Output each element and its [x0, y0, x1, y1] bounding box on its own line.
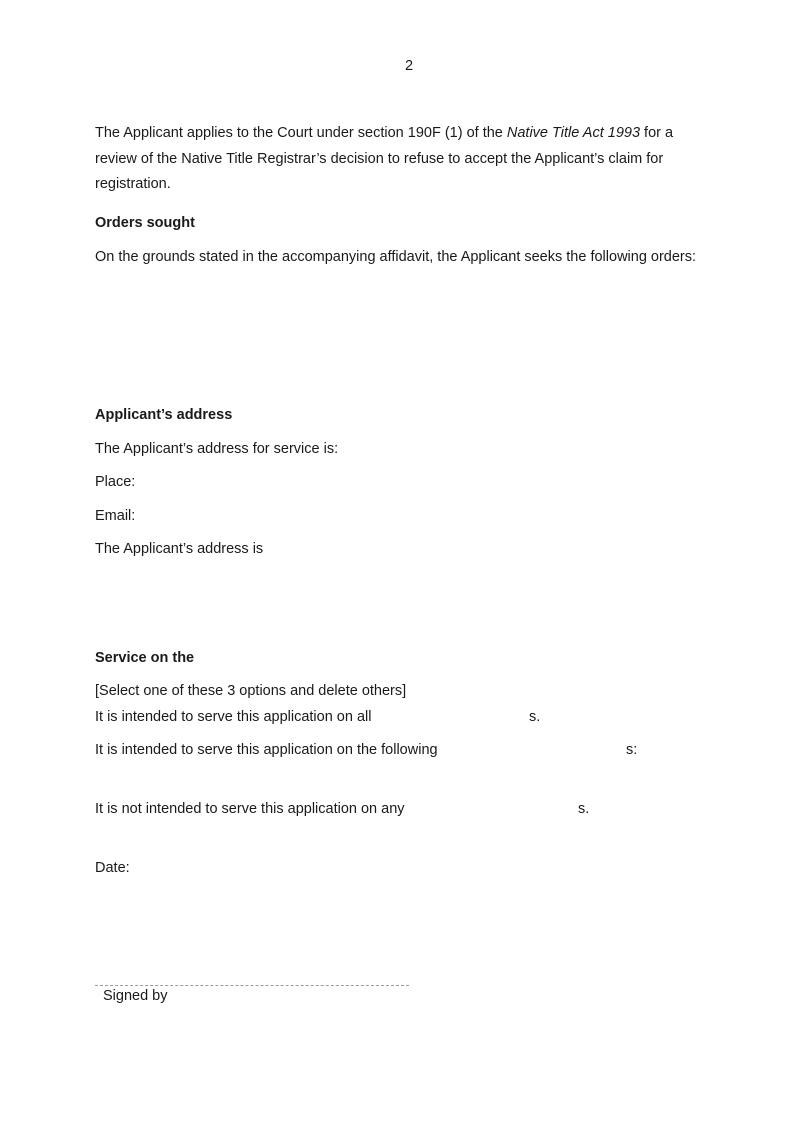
date-label: Date: — [95, 860, 130, 876]
service-option-following-suffix: s: — [626, 742, 638, 758]
service-option-all: It is intended to serve this application on all — [95, 709, 372, 725]
intro-paragraph — [95, 121, 715, 198]
signature-line — [95, 985, 409, 986]
intro-text-before: The Applicant applies to the Court under section 190F (1) of the — [95, 125, 507, 141]
service-option-all-suffix: s. — [529, 709, 541, 725]
address-for-service-text: The Applicant’s address for service is: — [95, 441, 339, 457]
place-label: Place: — [95, 474, 136, 490]
email-label: Email: — [95, 508, 136, 524]
service-option-following: It is intended to serve this application on the following — [95, 742, 438, 758]
signed-by-label: Signed by — [103, 988, 168, 1004]
service-instruction: [Select one of these 3 options and delete others] — [95, 683, 407, 699]
page-number: 2 — [404, 58, 414, 74]
act-name: Native Title Act 1993 — [506, 125, 641, 141]
intro-text-after: for a review of the Native Title Registrar’s decision to refuse to accept the Applicant’s claim for registration. — [95, 125, 674, 192]
applicant-address-heading: Applicant’s address — [95, 407, 233, 423]
service-option-none-suffix: s. — [578, 801, 590, 817]
orders-sought-heading: Orders sought — [95, 215, 195, 231]
service-option-none: It is not intended to serve this application on any — [95, 801, 405, 817]
applicant-address-text: The Applicant’s address is — [95, 541, 264, 557]
orders-sought-text: On the grounds stated in the accompanying affidavit, the Applicant seeks the following orders: — [95, 249, 697, 265]
service-heading: Service on the — [95, 650, 195, 666]
